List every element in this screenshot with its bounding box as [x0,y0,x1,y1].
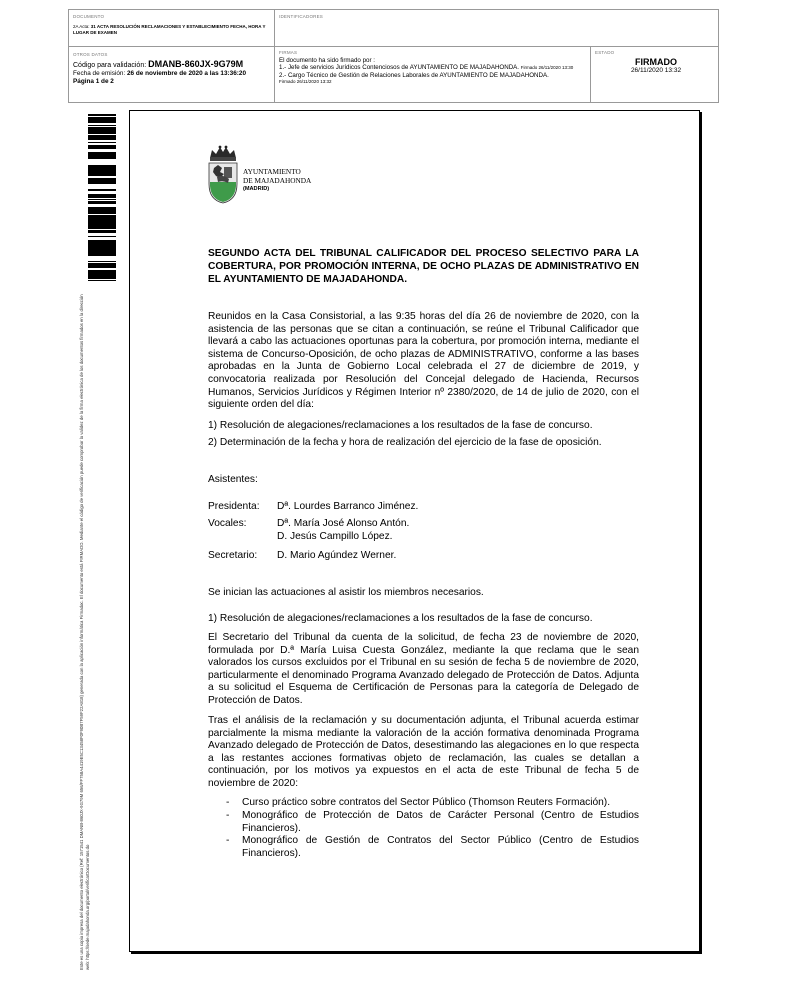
firmas-label: FIRMAS [279,50,298,55]
divider [69,46,718,47]
document-title: SEGUNDO ACTA DEL TRIBUNAL CALIFICADOR DEL PROCESO SELECTIVO PARA LA COBERTURA, POR PROMOCIÓN INTERNA, DE OCHO PLAZAS DE ADMINISTRATIVO EN EL AYUNTAMIENTO DE MAJADAHONDA. [208,248,639,285]
estado-date: 26/11/2020 13:32 [630,67,682,74]
vocales-label: Vocales: [208,518,247,529]
verification-side-text: Este es una copia impresa del documento electrónico (Ref: 1571541 DMANB-860JX-9G79M 656/FF758A4419E5C13458F0F90B7F59F22A818) generada con la aplicación informática Firmadoc. El documento está FIRMADO. Mediante el código de verificación puede comprobar la validez de la firma electrónica de los documentos firmados en la dirección web: https://sede.majadahonda.org/portal/verificarDocumentos.do [79,294,91,970]
ayuntamiento-name [243,167,311,195]
barcode-image [88,113,116,283]
inicio-text: Se inician las actuaciones al asistir los miembros necesarios. [208,587,484,598]
ayuntamiento-line-3: (MADRID) [243,186,270,193]
identificadores-label: IDENTIFICADORES [279,14,324,19]
presidenta-label: Presidenta: [208,501,260,512]
divider [274,10,275,102]
estado-cell [595,50,717,74]
documento-cell [73,14,268,36]
estado-value: FIRMADO [635,57,677,67]
firma-2: 2.- Cargo Técnico de Gestión de Relaciones Laborales de AYUNTAMIENTO DE MAJADAHONDA. [279,71,549,79]
codigo-validacion: Código para validación: DMANB-860JX-9G79M [73,59,244,69]
list-item-text: Curso práctico sobre contratos del Sector Público (Thomson Reuters Formación). [242,797,611,808]
orden-item-1: 1) Resolución de alegaciones/reclamaciones a los resultados de la fase de concurso. [208,420,593,431]
secretario-name: D. Mario Agúndez Werner. [277,550,397,561]
documento-label: DOCUMENTO [73,14,105,19]
firma-1: 1.- Jefe de servicios Jurídicos Contenciosos de AYUNTAMIENTO DE MAJADAHONDA. Firmado 26/11/2020 13:30 [279,64,574,72]
paragraph-tribunal: Tras el análisis de la reclamación y su documentación adjunta, el Tribunal acuerda estimar parcialmente la misma mediante la valoración de la acción formativa denominada Programa Avanzado delegado de Protección de Datos, desestimando las alegaciones en lo que respecta a las restantes acciones formativas objeto de reclamación, las cuales se detallan a continuación, por los motivos ya expuestos en el acta de este Tribunal de fecha 5 de noviembre de 2020: [208,715,639,789]
vocal-2-name: D. Jesús Campillo López. [277,531,393,542]
coat-of-arms-logo [206,144,240,204]
documento-text: 2A Acta: 31 ACTA RESOLUCIÓN RECLAMACIONES Y ESTABLECIMIENTO FECHA, HORA Y LUGAR DE EXAMEN [73,24,266,35]
intro-paragraph: Reunidos en la Casa Consistorial, a las 9:35 horas del día 26 de noviembre de 2020, con la asistencia de las personas que se citan a continuación, se reúne el Tribunal Calificador que llevará a cabo las actuaciones oportunas para la cobertura, por promoción interna, mediante el sistema de Concurso-Oposición, de ocho plazas de ADMINISTRATIVO, conforme a las bases aprobadas en la Junta de Gobierno Local celebrada el 27 de diciembre de 2019, y convocatoria realizada por Resolución del Concejal delegado de Hacienda, Recursos Humanos, Servicios Jurídicos y Régimen Interior nº 2380/2020, de 14 de julio de 2020, con el siguiente orden del día: [208,311,639,411]
ayuntamiento-line-2: DE MAJADAHONDA [243,176,312,186]
pagina: Página 1 de 2 [73,78,114,86]
list-dash: - [226,797,230,808]
identificadores-cell [279,14,323,19]
firmas-intro: El documento ha sido firmado por : [279,57,375,64]
punto-1-heading: 1) Resolución de alegaciones/reclamaciones a los resultados de la fase de concurso. [208,613,593,624]
vocal-1-name: Dª. María José Alonso Antón. [277,518,410,529]
list-item-text: Monográfico de Protección de Datos de Carácter Personal (Centro de Estudios Financieros). [242,810,639,834]
firmas-cell [279,50,587,85]
orden-item-2: 2) Determinación de la fecha y hora de realización del ejercicio de la fase de oposición. [208,437,602,448]
document-header [68,9,719,103]
asistentes-label: Asistentes: [208,474,258,485]
secretario-label: Secretario: [208,550,258,561]
estado-label: ESTADO [595,50,615,55]
fecha-emision: Fecha de emisión: 26 de noviembre de 2020 a las 13:36:20 [73,70,247,78]
otros-datos-label: OTROS DATOS [73,52,108,57]
paragraph-secretario: El Secretario del Tribunal da cuenta de la solicitud, de fecha 23 de noviembre de 2020, formulada por D.ª María Luisa Cuesta González, mediante la que reclama que le sean valorados los cursos excluidos por el Tribunal en su sesión de fecha 5 de noviembre de 2020, particularmente el denominado Programa Avanzado delegado de Protección de Datos. Adjunta a su solicitud el Esquema de Certificación de Personas para la categoría de Delegado de Protección de Datos. [208,632,639,706]
list-dash: - [226,810,230,821]
presidenta-name: Dª. Lourdes Barranco Jiménez. [277,501,419,512]
list-dash: - [226,835,230,846]
otros-datos-cell [73,52,271,86]
ayuntamiento-line-1: AYUNTAMIENTO [243,167,301,176]
list-item-text: Monográfico de Gestión de Contratos del Sector Público (Centro de Estudios Financieros). [242,835,639,859]
firma-2-date: Firmado 26/11/2020 13:32 [279,79,332,85]
divider [590,46,591,102]
